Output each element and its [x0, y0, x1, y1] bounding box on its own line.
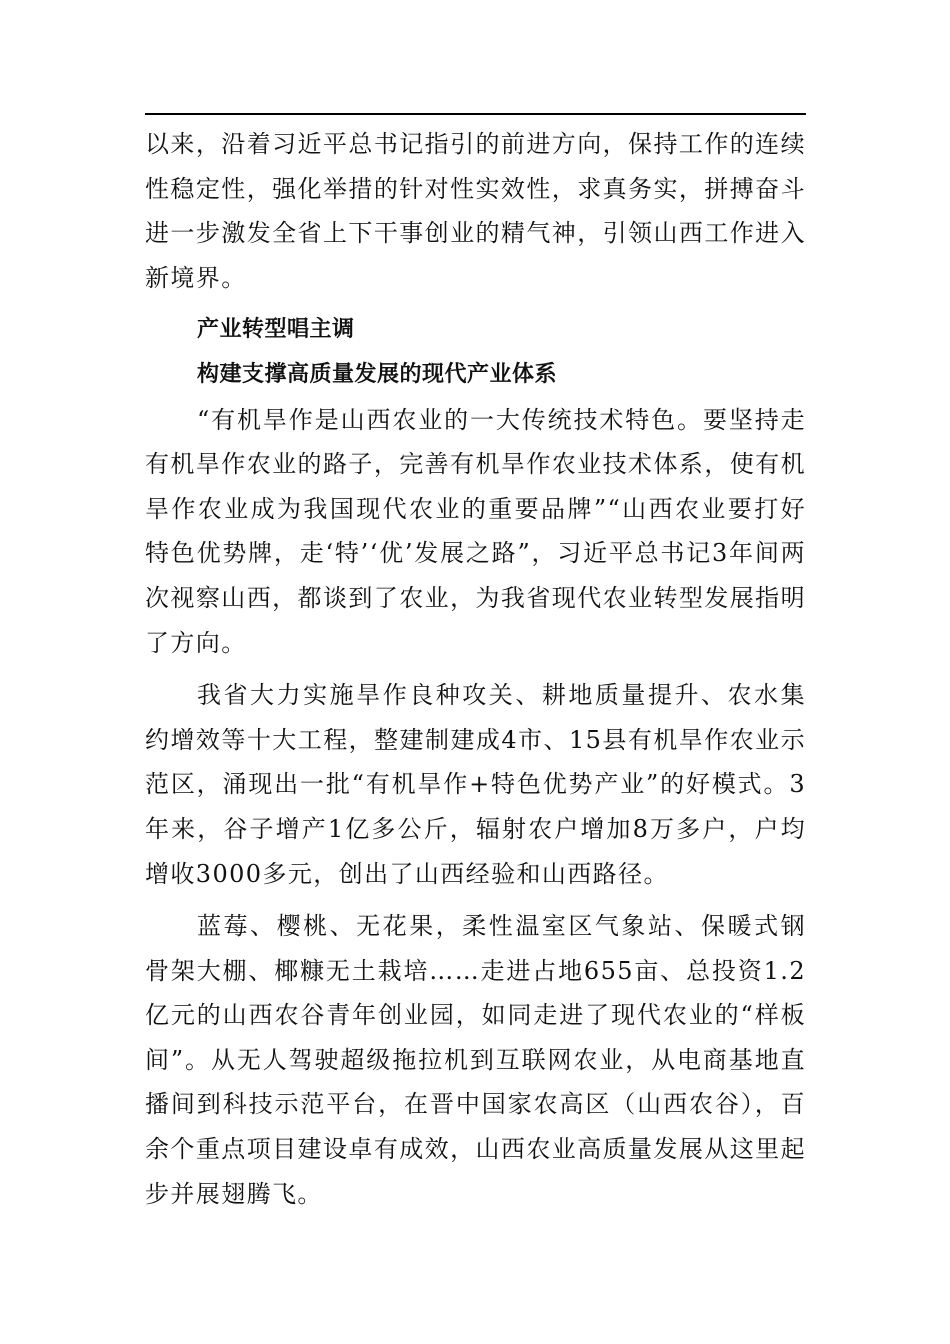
spacer — [145, 665, 806, 673]
paragraph-quote: “有机旱作是山西农业的一大传统技术特色。要坚持走有机旱作农业的路子，完善有机旱作农业技术体系，使有机旱作农业成为我国现代农业的重要品牌”“山西农业要打好特色优势牌，走‘特’‘优’发展之路”，习近平总书记3年间两次视察山西，都谈到了农业，为我省现代农业转型发展指明了方向。 — [145, 405, 806, 657]
spacer — [145, 896, 806, 904]
paragraph-continued: 以来，沿着习近平总书记指引的前进方向，保持工作的连续性稳定性，强化举措的针对性实效性，求真务实，拼搏奋斗进一步激发全省上下干事创业的精气神，引领山西工作进入新境界。 — [145, 130, 806, 292]
section-heading-1: 产业转型唱主调 — [197, 317, 355, 343]
section-heading-2: 构建支撑高质量发展的现代产业体系 — [197, 361, 558, 387]
paragraph-achievements: 我省大力实施旱作良种攻关、耕地质量提升、农水集约增效等十大工程，整建制建成4市、15县有机旱作农业示范区，涌现出一批“有机旱作+特色优势产业”的好模式。3年来，谷子增产1亿多公斤，辐射农户增加8万多户，户均增收3000多元，创出了山西经验和山西路径。 — [145, 681, 806, 888]
paragraph-agri-valley: 蓝莓、樱桃、无花果，柔性温室区气象站、保暖式钢骨架大棚、椰糠无土栽培……走进占地655亩、总投资1.2亿元的山西农谷青年创业园，如同走进了现代农业的“样板间”。从无人驾驶超级拖拉机到互联网农业，从电商基地直播间到科技示范平台，在晋中国家农高区（山西农谷），百余个重点项目建设卓有成效，山西农业高质量发展从这里起步并展翅腾飞。 — [145, 912, 806, 1208]
header-rule — [145, 113, 806, 115]
article-body — [145, 122, 806, 1216]
spacer — [145, 300, 806, 308]
